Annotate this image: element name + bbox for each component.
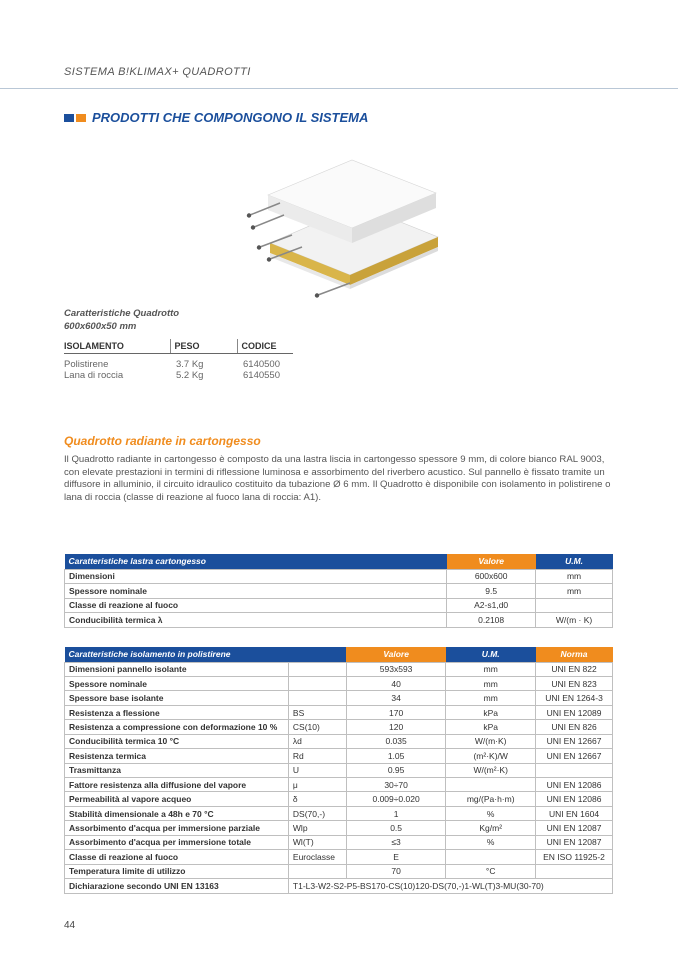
t2-cell: U xyxy=(288,763,346,777)
t2-row xyxy=(65,662,613,676)
gypsum-board-table xyxy=(64,554,613,628)
spec-row xyxy=(64,359,293,370)
t2-header-um: U.M. xyxy=(446,647,536,662)
t2-cell: 70 xyxy=(346,864,446,878)
t1-cell: W/(m · K) xyxy=(536,613,613,628)
t2-cell: 34 xyxy=(346,691,446,705)
t2-cell: 1.05 xyxy=(346,749,446,763)
t2-cell: 1 xyxy=(346,806,446,820)
t2-cell: Trasmittanza xyxy=(65,763,289,777)
declaration-label: Dichiarazione secondo UNI EN 13163 xyxy=(65,879,289,893)
t2-cell: 0.5 xyxy=(346,821,446,835)
t2-cell: % xyxy=(446,835,536,849)
t2-cell: % xyxy=(446,806,536,820)
t1-header-label: Caratteristiche lastra cartongesso xyxy=(65,554,447,569)
t2-cell: W/(m·K) xyxy=(446,734,536,748)
t2-row xyxy=(65,734,613,748)
t2-cell xyxy=(536,864,613,878)
t2-cell: 120 xyxy=(346,720,446,734)
t2-cell: UNI EN 12089 xyxy=(536,705,613,719)
t2-cell xyxy=(288,676,346,690)
t2-cell: UNI EN 826 xyxy=(536,720,613,734)
spec-cell: 6140500 xyxy=(243,358,280,370)
t2-cell: ≤3 xyxy=(346,835,446,849)
t2-cell: Spessore nominale xyxy=(65,676,289,690)
t2-row xyxy=(65,835,613,849)
t2-cell: Dimensioni pannello isolante xyxy=(65,662,289,676)
t2-row xyxy=(65,705,613,719)
t1-row xyxy=(65,613,613,628)
intro-title: Quadrotto radiante in cartongesso xyxy=(64,434,261,448)
polystyrene-insulation-table xyxy=(64,647,613,894)
t2-cell: EN ISO 11925-2 xyxy=(536,850,613,864)
t2-cell: UNI EN 823 xyxy=(536,676,613,690)
spec-cell: Lana di roccia xyxy=(64,369,124,381)
t2-cell: °C xyxy=(446,864,536,878)
t2-cell: UNI EN 12086 xyxy=(536,778,613,792)
spec-caption xyxy=(64,307,179,333)
t2-cell: UNI EN 12667 xyxy=(536,734,613,748)
t2-cell xyxy=(288,691,346,705)
t1-cell: Conducibilità termica λ xyxy=(65,613,447,628)
t2-cell: Wlp xyxy=(288,821,346,835)
t2-row xyxy=(65,850,613,864)
t2-cell: Conducibilità termica 10 °C xyxy=(65,734,289,748)
spec-col-codice: CODICE xyxy=(237,339,293,354)
t2-row xyxy=(65,749,613,763)
t2-cell: UNI EN 1604 xyxy=(536,806,613,820)
t2-cell: μ xyxy=(288,778,346,792)
t2-cell xyxy=(446,778,536,792)
spec-caption-line2: 600x600x50 mm xyxy=(64,321,137,332)
t1-row xyxy=(65,584,613,599)
t1-cell: 600x600 xyxy=(447,569,536,584)
document-header: SISTEMA B!KLIMAX+ QUADROTTI xyxy=(64,66,251,78)
t2-header-valore: Valore xyxy=(346,647,446,662)
spec-caption-line1: Caratteristiche Quadrotto xyxy=(64,308,180,319)
t1-cell: A2-s1,d0 xyxy=(447,598,536,613)
spec-cell: 3.7 Kg xyxy=(176,358,204,370)
t2-row xyxy=(65,806,613,820)
declaration-value: T1-L3-W2-S2-P5-BS170-CS(10)120-DS(70,-)1-WL(T)3-MU(30-70) xyxy=(288,879,612,893)
t1-row xyxy=(65,598,613,613)
t2-cell: UNI EN 12667 xyxy=(536,749,613,763)
t1-cell xyxy=(536,598,613,613)
t1-cell: Spessore nominale xyxy=(65,584,447,599)
t2-cell: Resistenza termica xyxy=(65,749,289,763)
t2-cell: Euroclasse xyxy=(288,850,346,864)
t2-cell: Assorbimento d'acqua per immersione totale xyxy=(65,835,289,849)
header-divider xyxy=(0,88,678,89)
t2-cell: E xyxy=(346,850,446,864)
t2-cell: 170 xyxy=(346,705,446,719)
t2-cell: mg/(Pa·h·m) xyxy=(446,792,536,806)
t1-header-valore: Valore xyxy=(447,554,536,569)
t2-cell: Assorbimento d'acqua per immersione parziale xyxy=(65,821,289,835)
t2-cell: BS xyxy=(288,705,346,719)
blue-square-icon xyxy=(64,114,74,122)
t2-cell: Rd xyxy=(288,749,346,763)
t2-cell xyxy=(536,763,613,777)
spec-col-isolamento: ISOLAMENTO xyxy=(64,339,170,354)
t2-cell: Fattore resistenza alla diffusione del vapore xyxy=(65,778,289,792)
spec-cell: 5.2 Kg xyxy=(176,369,204,381)
t2-cell: DS(70,-) xyxy=(288,806,346,820)
t2-row xyxy=(65,792,613,806)
t2-header-norma: Norma xyxy=(536,647,613,662)
intro-paragraph: Il Quadrotto radiante in cartongesso è composto da una lastra liscia in cartongesso spessore 9 mm, di colore bianco RAL 9003, con elevate prestazioni in termini di riflessione luminosa e assorbimento del riverbero acustico. Sul pannello è fissato tramite un diffusore in alluminio, il circuito idraulico costituito da tubazione Ø 6 mm. Il Quadrotto è disponibile con isolamento in polistirene o lana di roccia (classe di reazione al fuoco lana di roccia: A1). xyxy=(64,454,611,503)
quadrotto-panel-illustration xyxy=(240,155,445,300)
t2-cell xyxy=(288,662,346,676)
t2-cell: mm xyxy=(446,676,536,690)
t2-row xyxy=(65,864,613,878)
t2-row xyxy=(65,821,613,835)
t1-cell: Classe di reazione al fuoco xyxy=(65,598,447,613)
t2-cell: UNI EN 1264-3 xyxy=(536,691,613,705)
t2-cell: Resistenza a compressione con deformazione 10 % xyxy=(65,720,289,734)
t2-header-label: Caratteristiche isolamento in polistirene xyxy=(65,647,347,662)
t2-declaration-row xyxy=(65,879,613,893)
t2-cell: 0.009÷0.020 xyxy=(346,792,446,806)
t2-cell: UNI EN 12087 xyxy=(536,835,613,849)
t2-row xyxy=(65,691,613,705)
t2-cell: W/(m²·K) xyxy=(446,763,536,777)
t1-cell: 9.5 xyxy=(447,584,536,599)
section-title: PRODOTTI CHE COMPONGONO IL SISTEMA xyxy=(92,110,369,125)
spec-cell: Polistirene xyxy=(64,358,109,370)
t2-cell: Classe di reazione al fuoco xyxy=(65,850,289,864)
t2-cell: Spessore base isolante xyxy=(65,691,289,705)
t2-cell: Resistenza a flessione xyxy=(65,705,289,719)
t2-cell: UNI EN 12086 xyxy=(536,792,613,806)
t2-cell: kPa xyxy=(446,720,536,734)
t2-row xyxy=(65,778,613,792)
spec-table xyxy=(64,339,293,381)
t2-cell: Stabilità dimensionale a 48h e 70 °C xyxy=(65,806,289,820)
t1-header-um: U.M. xyxy=(536,554,613,569)
t2-cell: Temperatura limite di utilizzo xyxy=(65,864,289,878)
t2-cell: UNI EN 12087 xyxy=(536,821,613,835)
t2-cell: CS(10) xyxy=(288,720,346,734)
t2-cell: mm xyxy=(446,662,536,676)
orange-square-icon xyxy=(76,114,86,122)
t2-row xyxy=(65,720,613,734)
t2-cell: UNI EN 822 xyxy=(536,662,613,676)
t2-cell: δ xyxy=(288,792,346,806)
spec-col-peso: PESO xyxy=(170,339,237,354)
page-number: 44 xyxy=(64,920,76,931)
t2-cell xyxy=(288,864,346,878)
section-heading xyxy=(64,110,368,125)
t1-cell: mm xyxy=(536,569,613,584)
t1-cell: mm xyxy=(536,584,613,599)
t2-cell: kPa xyxy=(446,705,536,719)
t2-cell: Kg/m² xyxy=(446,821,536,835)
t2-cell: 0.95 xyxy=(346,763,446,777)
t2-cell: 40 xyxy=(346,676,446,690)
t1-cell: Dimensioni xyxy=(65,569,447,584)
t2-row xyxy=(65,676,613,690)
t2-cell: 30÷70 xyxy=(346,778,446,792)
t2-row xyxy=(65,763,613,777)
t2-cell: Permeabilità al vapore acqueo xyxy=(65,792,289,806)
spec-row xyxy=(64,370,293,381)
t2-cell: 0.035 xyxy=(346,734,446,748)
t2-cell: 593x593 xyxy=(346,662,446,676)
spec-cell: 6140550 xyxy=(243,369,280,381)
t2-cell: mm xyxy=(446,691,536,705)
t2-cell xyxy=(446,850,536,864)
t2-cell: (m²·K)/W xyxy=(446,749,536,763)
t2-cell: Wl(T) xyxy=(288,835,346,849)
t1-row xyxy=(65,569,613,584)
t1-cell: 0.2108 xyxy=(447,613,536,628)
t2-cell: λd xyxy=(288,734,346,748)
